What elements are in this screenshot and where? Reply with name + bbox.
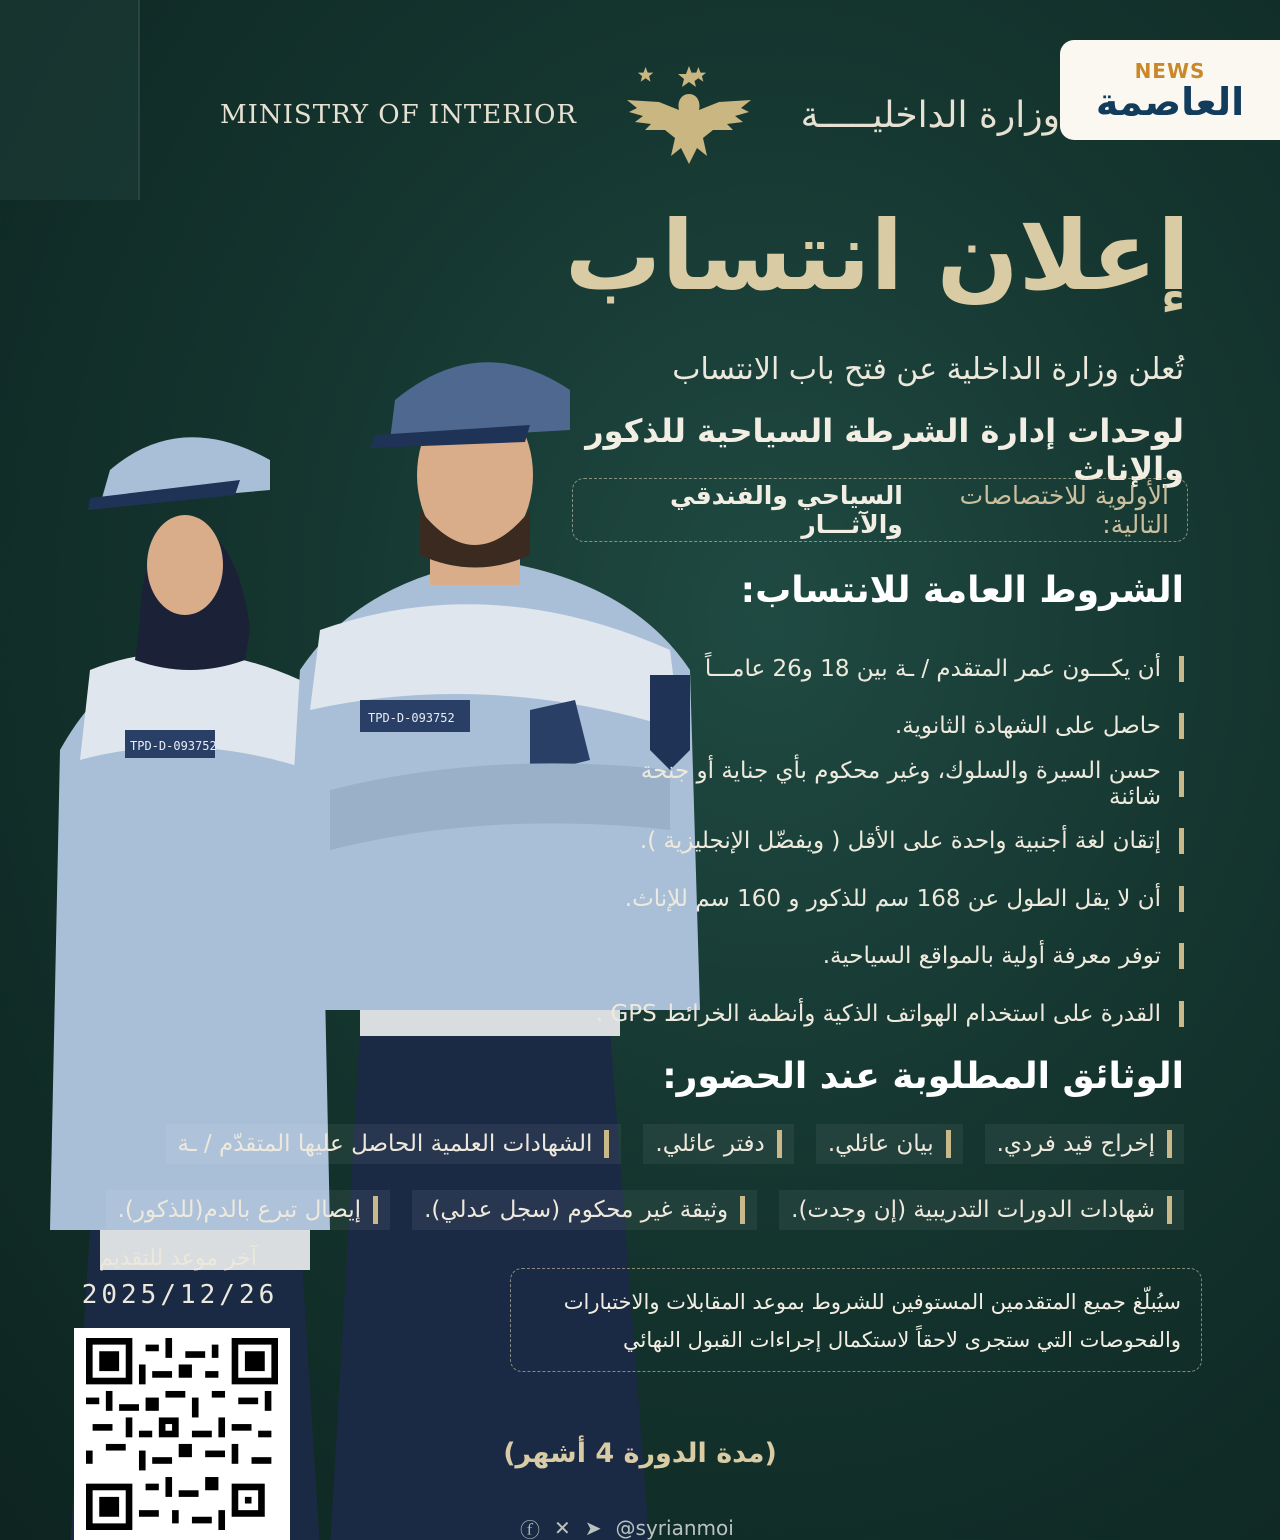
bullet-bar [1167, 1130, 1172, 1158]
badge-male-id: TPD-D-093752 [368, 711, 455, 725]
deadline-label: آخر موعد للتقديم [99, 1246, 257, 1271]
document-item [166, 1124, 622, 1164]
ministry-name-ar: وزارة الداخليـــــة [800, 94, 1060, 136]
bullet-bar [373, 1196, 378, 1224]
bullet-bar [604, 1130, 609, 1158]
document-item [106, 1190, 390, 1230]
bullet-bar [1179, 1001, 1184, 1027]
notice-line-1: سيُبلّغ جميع المتقدمين المستوفين للشروط بموعد المقابلات والاختبارات [563, 1290, 1181, 1314]
ministry-name-en: MINISTRY OF INTERIOR [220, 100, 577, 130]
qr-code[interactable] [74, 1328, 290, 1540]
priority-value: السياحي والفندقي والآثـــار [670, 481, 903, 539]
bullet-bar [1179, 943, 1184, 969]
notice-box [510, 1268, 1202, 1372]
notice-line-2: والفحوصات التي ستجرى لاحقاً لاستكمال إجراءات القبول النهائي [622, 1328, 1181, 1352]
condition-item [584, 640, 1184, 698]
document-text: بيان عائلي. [827, 1131, 934, 1157]
priority-box [572, 478, 1188, 542]
condition-text: أن يكـــون عمر المتقدم / ـة بين 18 و26 عامـــاً [704, 655, 1161, 682]
bullet-bar [740, 1196, 745, 1224]
social-bar [520, 1516, 780, 1540]
news-logo [1060, 40, 1280, 140]
document-text: وثيقة غير محكوم (سجل عدلي). [424, 1197, 729, 1223]
condition-item [584, 698, 1184, 756]
documents-row-2 [106, 1190, 1184, 1230]
document-item [985, 1124, 1184, 1164]
condition-item [584, 985, 1184, 1043]
eagle-emblem-icon [619, 60, 759, 170]
condition-text: إتقان لغة أجنبية واحدة على الأقل ( ويفضّل الإنجليزية ). [639, 828, 1161, 855]
condition-text: القدرة على استخدام الهواتف الذكية وأنظمة الخرائط GPS . [595, 1000, 1161, 1027]
announcement-title: إعلان انتساب [564, 200, 1190, 312]
bullet-bar [946, 1130, 951, 1158]
document-text: شهادات الدورات التدريبية (إن وجدت). [791, 1197, 1155, 1223]
conditions-list [584, 640, 1184, 1043]
document-text: دفتر عائلي. [655, 1131, 765, 1157]
ministry-header [220, 60, 1060, 170]
intro-line-1: تُعلن وزارة الداخلية عن فتح باب الانتساب [672, 352, 1184, 387]
document-text: الشهادات العلمية الحاصل عليها المتقدّم / ـة [177, 1131, 593, 1157]
condition-text: أن لا يقل الطول عن 168 سم للذكور و 160 سم للإناث. [624, 885, 1161, 912]
social-handle[interactable]: @syrianmoi [615, 1516, 734, 1540]
badge-female-id: TPD-D-093752 [130, 739, 217, 753]
condition-item [584, 928, 1184, 986]
document-item [412, 1190, 757, 1230]
bullet-bar [1179, 886, 1184, 912]
telegram-icon[interactable]: ➤ [584, 1516, 602, 1540]
document-item [779, 1190, 1184, 1230]
news-logo-name: العاصمة [1095, 80, 1245, 124]
condition-text: توفر معرفة أولية بالمواقع السياحية. [822, 943, 1161, 970]
conditions-title: الشروط العامة للانتساب: [740, 570, 1184, 611]
bullet-bar [1179, 771, 1184, 797]
course-duration: (مدة الدورة 4 أشهر) [503, 1438, 777, 1469]
documents-title: الوثائق المطلوبة عند الحضور: [662, 1056, 1184, 1097]
condition-item [584, 755, 1184, 813]
condition-item [584, 813, 1184, 871]
documents-row-1 [166, 1124, 1184, 1164]
document-item [643, 1124, 793, 1164]
intro-line-2: لوحدات إدارة الشرطة السياحية للذكور والإناث [585, 412, 1184, 488]
condition-text: حاصل على الشهادة الثانوية. [894, 713, 1161, 740]
priority-label: الأولوية للاختصاصات التالية: [959, 481, 1169, 539]
bullet-bar [1179, 828, 1184, 854]
condition-text: حسن السيرة والسلوك، وغير محكوم بأي جناية أو جنحة شائنة [640, 757, 1161, 810]
document-item [816, 1124, 963, 1164]
bullet-bar [1179, 713, 1184, 739]
document-text: إيصال تبرع بالدم(للذكور). [117, 1197, 362, 1223]
deadline-date: 2025/12/26 [81, 1280, 279, 1310]
corner-frame [0, 0, 140, 200]
bullet-bar [777, 1130, 782, 1158]
document-text: إخراج قيد فردي. [996, 1131, 1155, 1157]
bullet-bar [1179, 656, 1184, 682]
facebook-icon[interactable]: ⓕ [520, 1517, 540, 1540]
x-icon[interactable]: ✕ [554, 1516, 571, 1540]
bullet-bar [1167, 1196, 1172, 1224]
qr-code-icon [84, 1338, 280, 1530]
condition-item [584, 870, 1184, 928]
news-logo-tag: NEWS [1134, 59, 1206, 83]
